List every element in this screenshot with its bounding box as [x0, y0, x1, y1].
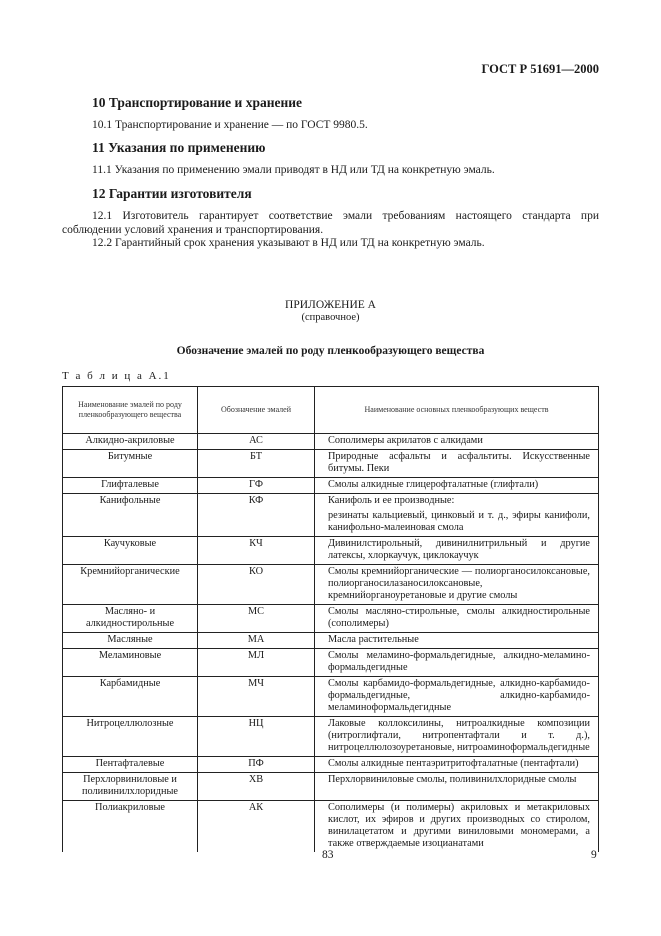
row-code: ХВ	[198, 773, 315, 801]
sheet-number: 9	[591, 849, 597, 861]
row-name: Нитроцеллюлозные	[63, 717, 198, 757]
row-name: Каучуковые	[63, 537, 198, 565]
table-row	[63, 605, 599, 633]
table-row	[63, 717, 599, 757]
section-12-1-text: 12.1 Изготовитель гарантирует соответствие эмали требованиям настоящего стандарта при соблюдении условий хранения и транспортирования.	[62, 210, 599, 236]
row-code: МС	[198, 605, 315, 633]
row-name: Кремнийорганические	[63, 565, 198, 605]
row-name: Масляно- и алкидностирольные	[63, 605, 198, 633]
row-name: Полиакриловые	[63, 801, 198, 853]
section-11-1-text: 11.1 Указания по применению эмали приводят в НД или ТД на конкретную эмаль.	[92, 164, 495, 176]
row-substances: Смолы карбамидо-формальдегидные, алкидно-карбамидо-формальдегидные, алкидно-карбамидо-меламиноформальдегидные	[315, 677, 599, 717]
table-row	[63, 649, 599, 677]
standard-number: ГОСТ Р 51691—2000	[481, 62, 599, 76]
row-substances: Масла растительные	[315, 633, 599, 649]
row-code: МЛ	[198, 649, 315, 677]
table-row	[63, 565, 599, 605]
row-substances: Смолы алкидные пентаэритритофталатные (пентафтали)	[315, 757, 599, 773]
row-substances: Смолы масляно-стирольные, смолы алкидностирольные (сополимеры)	[315, 605, 599, 633]
row-name: Алкидно-акриловые	[63, 434, 198, 450]
table-row	[63, 773, 599, 801]
section-12-heading: 12 Гарантии изготовителя	[92, 186, 252, 201]
row-name: Меламиновые	[63, 649, 198, 677]
table-row	[63, 494, 599, 537]
section-11-heading: 11 Указания по применению	[92, 140, 266, 155]
table-row	[63, 757, 599, 773]
table-row	[63, 633, 599, 649]
row-substances: Лаковые коллоксилины, нитроалкидные композиции (нитроглифтали, нитропентафтали и т. д.), нитроцеллюлозоуретановые, нитроаминоформальдегидные	[315, 717, 599, 757]
table-header-row	[63, 387, 599, 434]
row-substances: Сополимеры (и полимеры) акриловых и метакриловых кислот, их эфиров и других производных со стиролом, винилацетатом и другими виниловыми мономерами, а также отверждаемые изоцианатами	[315, 801, 599, 853]
row-code: МА	[198, 633, 315, 649]
section-10-1-text: 10.1 Транспортирование и хранение — по ГОСТ 9980.5.	[92, 119, 368, 131]
row-substances-line2: резинаты кальциевый, цинковый и т. д., эфиры канифоли, канифольно-малеиновая смола	[328, 510, 590, 533]
row-substances: Сополимеры акрилатов с алкидами	[315, 434, 599, 450]
row-name: Пентафталевые	[63, 757, 198, 773]
table-row	[63, 434, 599, 450]
row-code: НЦ	[198, 717, 315, 757]
header-cell-code: Обозначение эмалей	[198, 387, 315, 434]
row-name: Масляные	[63, 633, 198, 649]
row-code: КО	[198, 565, 315, 605]
row-substances: Дивинилстирольный, дивинилнитрильный и другие латексы, хлоркаучук, циклокаучук	[315, 537, 599, 565]
table-row	[63, 801, 599, 853]
appendix-subtitle: (справочное)	[301, 312, 360, 323]
row-substances-line1: Канифоль и ее производные:	[328, 495, 455, 506]
row-code: МЧ	[198, 677, 315, 717]
appendix-title: ПРИЛОЖЕНИЕ А	[285, 299, 376, 311]
header-cell-name: Наименование эмалей по роду пленкообразующего вещества	[63, 387, 198, 434]
section-12-2-text: 12.2 Гарантийный срок хранения указывают в НД или ТД на конкретную эмаль.	[92, 237, 485, 249]
appendix-heading: Обозначение эмалей по роду пленкообразующего вещества	[176, 345, 485, 357]
row-code: ГФ	[198, 478, 315, 494]
row-code: БТ	[198, 450, 315, 478]
row-name: Карбамидные	[63, 677, 198, 717]
row-code: АК	[198, 801, 315, 853]
row-code: КЧ	[198, 537, 315, 565]
row-substances: Смолы алкидные глицерофталатные (глифтали)	[315, 478, 599, 494]
section-10-heading: 10 Транспортирование и хранение	[92, 95, 303, 110]
page-number: 83	[322, 849, 334, 861]
row-substances: Смолы меламино-формальдегидные, алкидно-меламино-формальдегидные	[315, 649, 599, 677]
table-row	[63, 478, 599, 494]
table-row	[63, 450, 599, 478]
row-name: Перхлорвиниловые и поливинилхлоридные	[63, 773, 198, 801]
row-code: АС	[198, 434, 315, 450]
table-row	[63, 677, 599, 717]
row-substances: Перхлорвиниловые смолы, поливинилхлоридные смолы	[315, 773, 599, 801]
row-substances	[315, 494, 599, 537]
row-code: ПФ	[198, 757, 315, 773]
row-substances: Смолы кремнийорганические — полиорганосилоксановые, полиорганосилазаносилоксановые, кремнийорганоуретановые и другие смолы	[315, 565, 599, 605]
row-substances: Природные асфальты и асфальтиты. Искусственные битумы. Пеки	[315, 450, 599, 478]
header-cell-substances: Наименование основных пленкообразующих веществ	[315, 387, 599, 434]
row-name: Битумные	[63, 450, 198, 478]
table-label: Т а б л и ц а А.1	[62, 370, 171, 382]
table-row	[63, 537, 599, 565]
row-name: Канифольные	[63, 494, 198, 537]
row-code: КФ	[198, 494, 315, 537]
emal-designation-table	[62, 386, 599, 852]
row-name: Глифталевые	[63, 478, 198, 494]
